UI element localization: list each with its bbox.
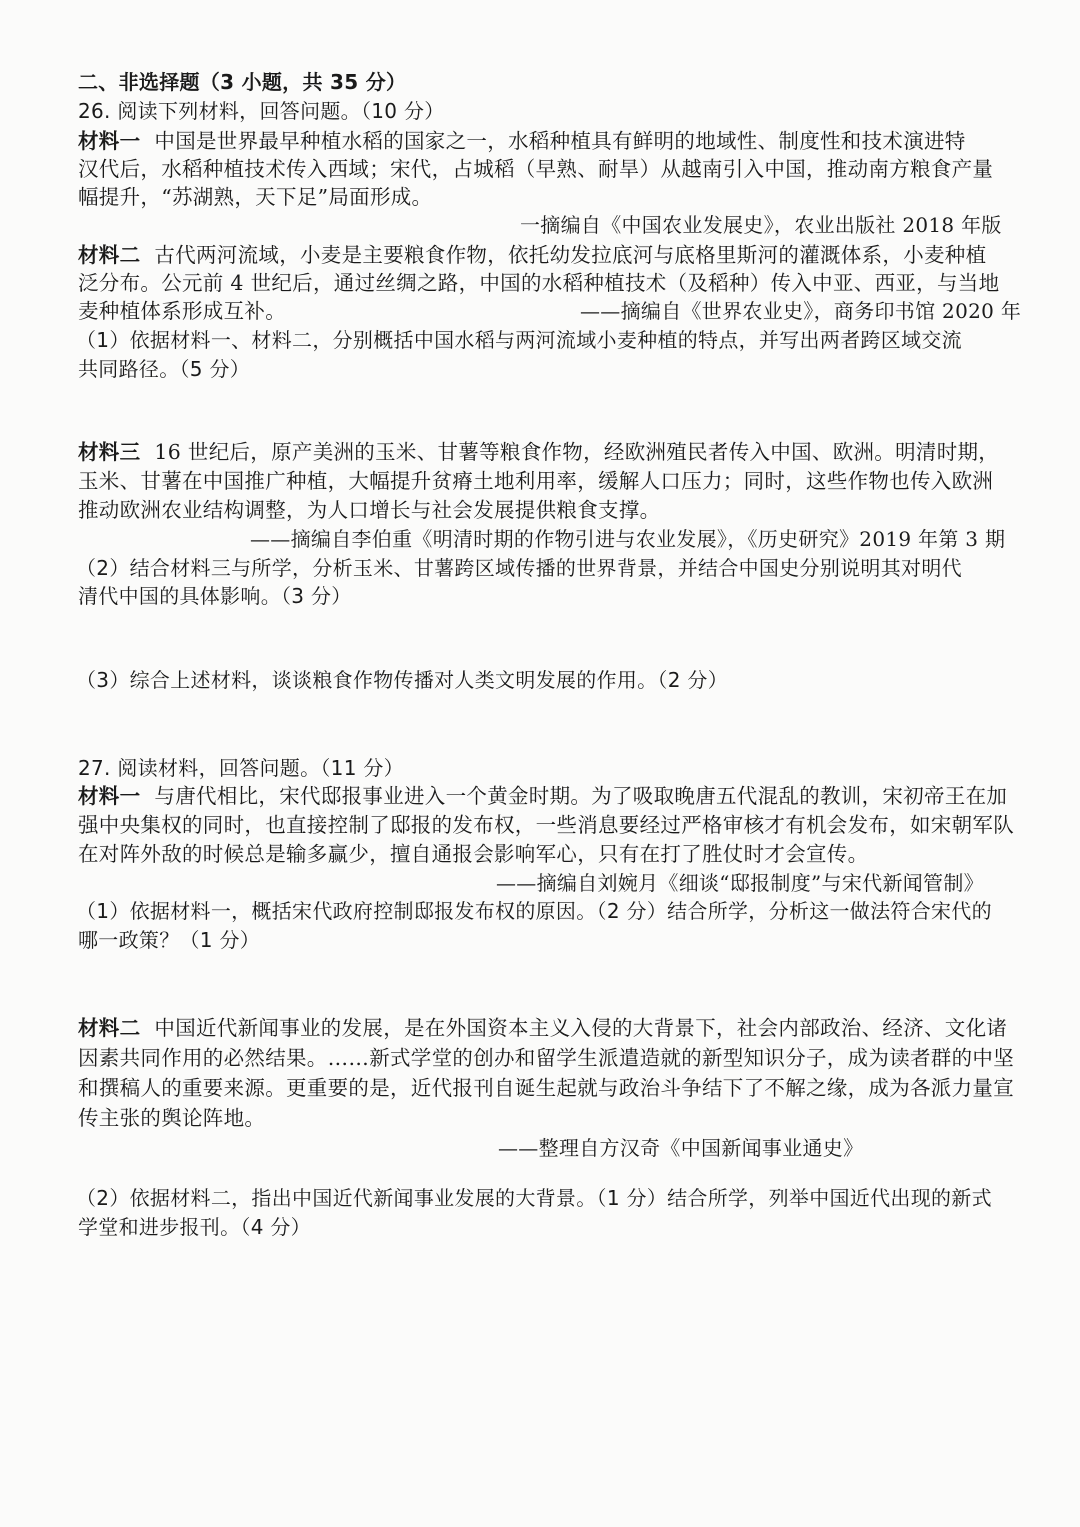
q26-sub1-line2: 共同路径。（5 分） bbox=[78, 357, 251, 381]
q26-material3-line2: 玉米、甘薯在中国推广种植，大幅提升贫瘠土地利用率，缓解人口压力；同时，这些作物也传入欧洲 bbox=[78, 469, 994, 493]
q27-material1-source: ——摘编自刘婉月《细谈“邸报制度”与宋代新闻管制》 bbox=[496, 871, 984, 895]
q26-material2-label: 材料二 bbox=[78, 243, 141, 267]
q27-material2-line3: 和撰稿人的重要来源。更重要的是，近代报刊自诞生起就与政治斗争结下了不解之缘，成为各派力量宣 bbox=[78, 1076, 1014, 1100]
q26-material1-line1 bbox=[78, 127, 966, 155]
q27-sub2-line2: 学堂和进步报刊。（4 分） bbox=[78, 1215, 311, 1239]
section-title: 二、非选择题（3 小题，共 35 分） bbox=[78, 70, 407, 94]
q26-material1-label: 材料一 bbox=[78, 129, 141, 153]
q27-sub1-line1: （1）依据材料一，概括宋代政府控制邸报发布权的原因。（2 分）结合所学，分析这一做法符合宋代的 bbox=[76, 899, 992, 923]
q27-material2-label: 材料二 bbox=[78, 1016, 141, 1040]
q26-sub2-line2: 清代中国的具体影响。（3 分） bbox=[78, 584, 352, 608]
q27-material2-source: ——整理自方汉奇《中国新闻事业通史》 bbox=[498, 1136, 864, 1160]
q27-material1-label: 材料一 bbox=[78, 784, 141, 808]
q26-material3-line1 bbox=[78, 438, 999, 466]
q26-sub2-line1: （2）结合材料三与所学，分析玉米、甘薯跨区域传播的世界背景，并结合中国史分别说明其对明代 bbox=[76, 556, 962, 580]
q26-material3-text1: 16 世纪后，原产美洲的玉米、甘薯等粮食作物，经欧洲殖民者传入中国、欧洲。明清时期， bbox=[154, 440, 1000, 464]
q27-material1-text1: 与唐代相比，宋代邸报事业进入一个黄金时期。为了吸取晚唐五代混乱的教训，宋初帝王在加 bbox=[154, 784, 1008, 808]
q26-material1-line2: 汉代后，水稻种植技术传入西域；宋代，占城稻（早熟、耐旱）从越南引入中国，推动南方粮食产量 bbox=[78, 157, 994, 181]
q27-material2-line4: 传主张的舆论阵地。 bbox=[78, 1106, 266, 1130]
q26-material2-source: ——摘编自《世界农业史》，商务印书馆 2020 年 bbox=[580, 299, 1022, 323]
q27-material2-text1: 中国近代新闻事业的发展，是在外国资本主义入侵的大背景下，社会内部政治、经济、文化诸 bbox=[154, 1016, 1008, 1040]
q26-sub3: （3）综合上述材料，谈谈粮食作物传播对人类文明发展的作用。（2 分） bbox=[76, 668, 729, 692]
q26-material3-line3: 推动欧洲农业结构调整，为人口增长与社会发展提供粮食支撑。 bbox=[78, 498, 661, 522]
q26-material1-line3: 幅提升，“苏湖熟，天下足”局面形成。 bbox=[78, 185, 433, 209]
q26-material2-line3: 麦种植体系形成互补。 bbox=[78, 299, 286, 323]
q26-material2-line1 bbox=[78, 241, 986, 269]
q26-material2-text1: 古代两河流域，小麦是主要粮食作物，依托幼发拉底河与底格里斯河的灌溉体系，小麦种植 bbox=[154, 243, 987, 267]
q27-material1-line2: 强中央集权的同时，也直接控制了邸报的发布权，一些消息要经过严格审核才有机会发布，如宋朝军队 bbox=[78, 813, 1014, 837]
q26-title: 26. 阅读下列材料，回答问题。（10 分） bbox=[78, 99, 445, 123]
q27-title: 27. 阅读材料，回答问题。（11 分） bbox=[78, 756, 404, 780]
q27-sub1-line2: 哪一政策？（1 分） bbox=[78, 928, 261, 952]
q27-material2-line2: 因素共同作用的必然结果。……新式学堂的创办和留学生派遣造就的新型知识分子，成为读者群的中坚 bbox=[78, 1046, 1014, 1070]
q27-material1-line3: 在对阵外敌的时候总是输多赢少，擅自通报会影响军心，只有在打了胜仗时才会宣传。 bbox=[78, 842, 869, 866]
q26-material3-label: 材料三 bbox=[78, 440, 141, 464]
q27-sub2-line1: （2）依据材料二，指出中国近代新闻事业发展的大背景。（1 分）结合所学，列举中国近代出现的新式 bbox=[76, 1186, 992, 1210]
q26-material3-source: ——摘编自李伯重《明清时期的作物引进与农业发展》，《历史研究》2019 年第 3 期 bbox=[250, 527, 1006, 551]
q26-material1-text1: 中国是世界最早种植水稻的国家之一，水稻种植具有鲜明的地域性、制度性和技术演进特 bbox=[154, 129, 966, 153]
q27-material2-line1 bbox=[78, 1014, 1007, 1042]
q26-material1-source: 一摘编自《中国农业发展史》，农业出版社 2018 年版 bbox=[520, 213, 1002, 237]
q26-sub1-line1: （1）依据材料一、材料二，分别概括中国水稻与两河流域小麦种植的特点，并写出两者跨区域交流 bbox=[76, 328, 962, 352]
q27-material1-line1 bbox=[78, 782, 1007, 810]
q26-material2-line2: 泛分布。公元前 4 世纪后，通过丝绸之路，中国的水稻种植技术（及稻种）传入中亚、西亚，与当地 bbox=[78, 271, 1000, 295]
